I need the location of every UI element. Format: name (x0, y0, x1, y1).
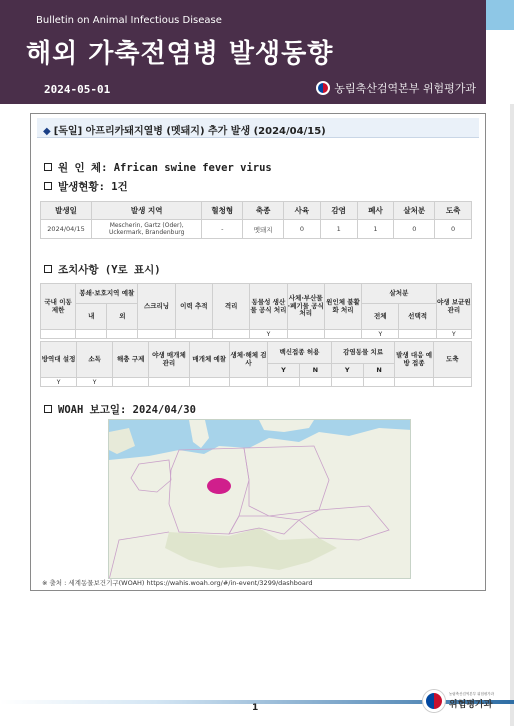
val-vector-surveillance (189, 378, 229, 387)
hdr-vaccine: 백신접종 허용 (268, 342, 332, 364)
cell-infected: 1 (320, 220, 357, 239)
diamond-bullet-icon: ◆ (43, 126, 51, 137)
hdr-pest: 해충 구제 (113, 342, 149, 378)
val-prevent-spread (395, 378, 433, 387)
outbreak-text: 발생현황: 1건 (58, 181, 128, 193)
hdr-slaughter: 도축 (433, 342, 471, 378)
outbreak-hotspot (207, 478, 231, 494)
pathogen-text: 원 인 체: African swine fever virus (58, 162, 272, 174)
val-wildlife: Y (436, 330, 471, 339)
measures-table-1 (40, 283, 472, 339)
measures-table-2 (40, 341, 472, 387)
hdr-tracing: 이력 추적 (175, 284, 212, 330)
measures-line (44, 262, 161, 277)
cell-region: Mescherin, Gartz (Oder), Uckermark, Brandenburg (92, 220, 202, 239)
val-culling-all: Y (362, 330, 399, 339)
val-carcass (287, 330, 324, 339)
col-slaughtered: 도축 (435, 202, 472, 220)
measures-text: 조치사항 (Y로 표시) (58, 264, 161, 276)
hdr-treatment: 감염동물 치료 (331, 342, 395, 364)
hdr-zone: 봉쇄·보호지역 예찰 (76, 284, 138, 304)
val-animal-products: Y (250, 330, 287, 339)
agency-name: 농림축산검역본부 위험평가과 (334, 82, 476, 95)
hdr-vaccine-no: N (299, 364, 331, 378)
woah-line (44, 402, 196, 417)
section-title (37, 118, 479, 138)
col-raised: 사육 (284, 202, 321, 220)
hdr-culling-selective: 선택적 (399, 304, 436, 330)
val-vaccine-yes (268, 378, 300, 387)
table-row (41, 220, 472, 239)
page-number: 1 (252, 703, 259, 713)
hdr-domestic: 국내 이동 제한 (41, 284, 76, 330)
hdr-screening: 스크리닝 (138, 284, 175, 330)
hdr-culling: 살처분 (362, 284, 437, 304)
val-pest (113, 378, 149, 387)
outbreak-header-row (41, 202, 472, 220)
hdr-treatment-no: N (363, 364, 395, 378)
footer-logo (423, 690, 494, 712)
hdr-slaughter-inspection: 생체·해체 검사 (229, 342, 267, 378)
col-dead: 폐사 (357, 202, 394, 220)
government-emblem-icon (316, 81, 330, 95)
agency-logo (316, 80, 476, 96)
val-tracing (175, 330, 212, 339)
footer-logo-name: 위험평가과 (448, 700, 493, 710)
val-zone-out (107, 330, 138, 339)
cell-date: 2024/04/15 (41, 220, 92, 239)
checkbox-icon (44, 265, 52, 273)
hdr-culling-all: 전체 (362, 304, 399, 330)
header-corner-accent (486, 0, 514, 30)
col-date: 발생일 (41, 202, 92, 220)
outbreak-map (108, 419, 411, 579)
europe-map-image (109, 420, 411, 579)
val-vaccine-no (299, 378, 331, 387)
footer-logo-agency: 농림축산검역본부 위험평가과 (448, 692, 494, 696)
hdr-zone-out: 외 (107, 304, 138, 330)
government-emblem-icon (423, 690, 445, 712)
val-slaughter-inspection (229, 378, 267, 387)
cell-serotype: - (202, 220, 243, 239)
cell-culled: 0 (394, 220, 435, 239)
hdr-pathogen-disinfect: 원인체 불활화 처리 (324, 284, 361, 330)
hdr-disinfection: 소독 (77, 342, 113, 378)
hdr-guard: 방역대 설정 (41, 342, 77, 378)
hdr-vector-surveillance: 매개체 예찰 (189, 342, 229, 378)
page-title: 해외 가축전염병 발생동향 (26, 39, 334, 69)
pathogen-line (44, 160, 272, 175)
outbreak-table (40, 201, 472, 239)
val-disinfection: Y (77, 378, 113, 387)
checkbox-icon (44, 163, 52, 171)
cell-slaughtered: 0 (435, 220, 472, 239)
hdr-prevent-spread: 발생 대응 예방 접종 (395, 342, 433, 378)
val-pathogen-disinfect (324, 330, 361, 339)
section-title-text: [독일] 아프리카돼지열병 (멧돼지) 추가 발생 (2024/04/15) (53, 126, 326, 137)
val-screening (138, 330, 175, 339)
hdr-wild-vector: 야생 매개체 관리 (149, 342, 189, 378)
val-treatment-yes (331, 378, 363, 387)
table-row (41, 378, 472, 387)
col-species: 축종 (243, 202, 284, 220)
val-quarantine (212, 330, 249, 339)
cell-raised: 0 (284, 220, 321, 239)
val-domestic (41, 330, 76, 339)
hdr-wildlife: 야생 보균원 관리 (436, 284, 471, 330)
outbreak-line (44, 179, 128, 194)
col-culled: 살처분 (394, 202, 435, 220)
checkbox-icon (44, 405, 52, 413)
source-note: ※ 출처 : 세계동물보건기구(WOAH) https://wahis.woah.org/#/in-event/3299/dashboard (42, 579, 313, 587)
hdr-treatment-yes: Y (331, 364, 363, 378)
val-slaughter (433, 378, 471, 387)
val-treatment-no (363, 378, 395, 387)
cell-dead: 1 (357, 220, 394, 239)
val-culling-selective (399, 330, 436, 339)
val-zone-in (76, 330, 107, 339)
col-region: 발생 지역 (92, 202, 202, 220)
hdr-animal-products: 동물성 생산물 공식 처리 (250, 284, 287, 330)
table-row (41, 330, 472, 339)
bulletin-label: Bulletin on Animal Infectious Disease (36, 15, 222, 26)
issue-date: 2024-05-01 (44, 83, 111, 96)
hdr-zone-in: 내 (76, 304, 107, 330)
cell-species: 멧돼지 (243, 220, 284, 239)
col-serotype: 혈청형 (202, 202, 243, 220)
page-header (0, 0, 514, 104)
hdr-carcass: 사체·부산물·폐기물 공식 처리 (287, 284, 324, 330)
right-edge-bar (510, 104, 514, 726)
val-wild-vector (149, 378, 189, 387)
col-infected: 감염 (320, 202, 357, 220)
val-guard: Y (41, 378, 77, 387)
hdr-quarantine: 격리 (212, 284, 249, 330)
checkbox-icon (44, 182, 52, 190)
woah-text: WOAH 보고일: 2024/04/30 (58, 404, 196, 416)
hdr-vaccine-yes: Y (268, 364, 300, 378)
